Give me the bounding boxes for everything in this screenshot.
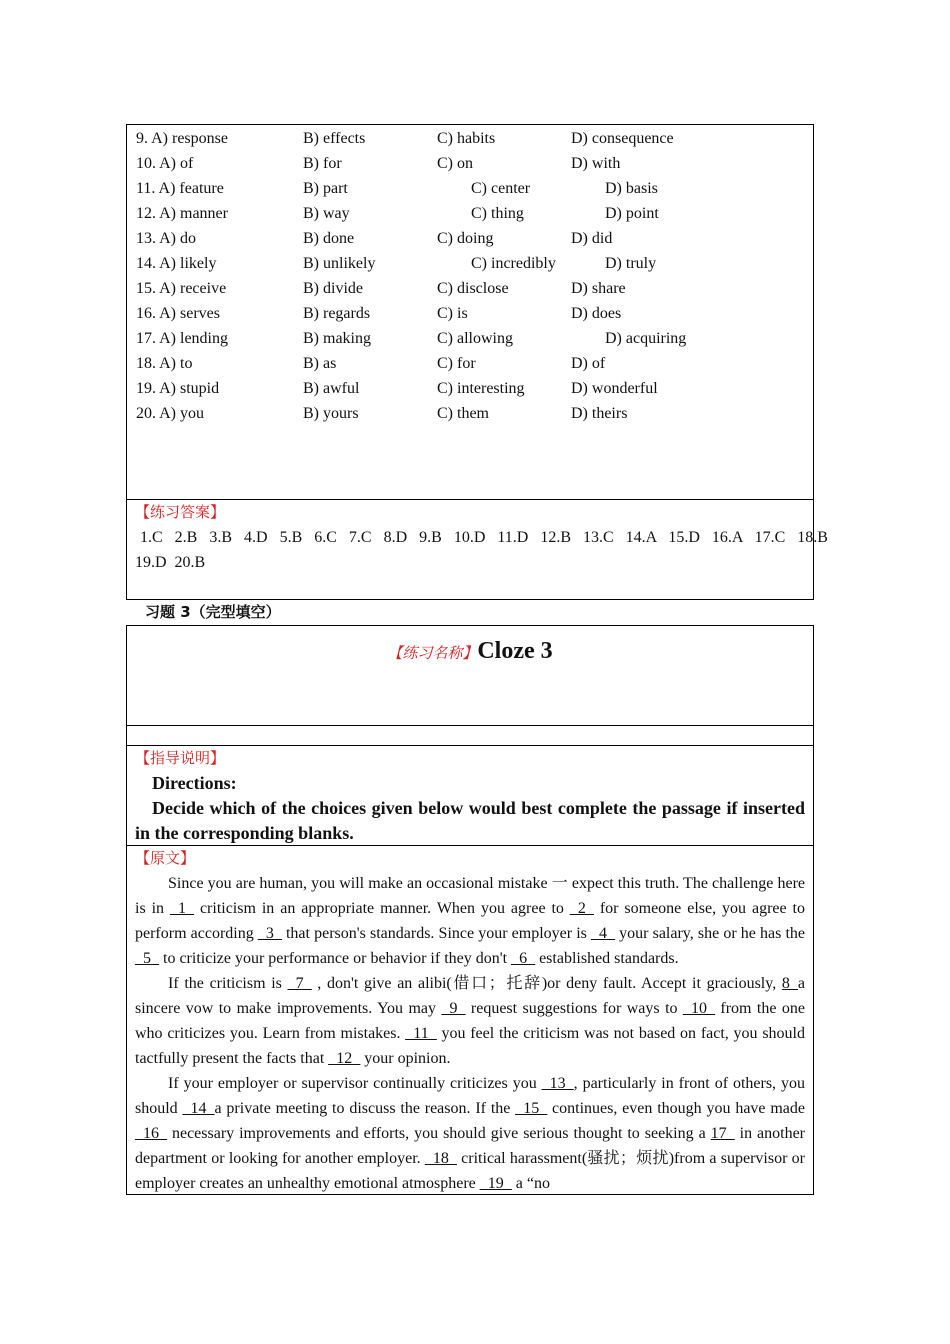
passage-text: you feel the criticism was not based on fact, you should tactfully present the facts that [135,1025,805,1067]
option-c: C) disclose [437,280,509,297]
section-label: 习题 3（完型填空） [145,603,281,621]
option-c: C) habits [437,130,496,147]
passage-paragraph-3 [127,1071,813,1195]
passage-text: a private meeting to discuss the reason. If the [214,1100,516,1117]
passage-text: If the criticism is [168,975,288,992]
blank-16: _16_ [135,1125,167,1142]
option-d: D) truly [605,255,657,272]
directions-box [126,745,814,846]
option-row [127,376,813,401]
option-d: D) point [605,205,659,222]
option-a: 11. A) feature [136,180,224,197]
directions-heading: Directions: [152,773,237,793]
options-box [126,124,814,500]
answers-line-1: 1.C 2.B 3.B 4.D 5.B 6.C 7.C 8.D 9.B 10.D 11.D 12.B 13.C 14.A 15.D 16.A 17.C 18.B [140,529,828,546]
option-row [127,326,813,351]
option-d: D) wonderful [571,380,658,397]
option-row [127,251,813,276]
option-c: C) on [437,155,473,172]
options-list [127,126,813,426]
answers-line-2: 19.D 20.B [135,554,206,571]
option-d: D) did [571,230,613,247]
option-c: C) doing [437,230,494,247]
option-row [127,276,813,301]
option-b: B) awful [303,380,360,397]
option-a: 17. A) lending [136,330,228,347]
passage-text: necessary improvements and efforts, you should give serious thought to seeking a [167,1125,711,1142]
option-a: 10. A) of [136,155,194,172]
option-b: B) done [303,230,355,247]
option-d: D) does [571,305,622,322]
passage-text: your salary, she or he has the [615,925,806,942]
blank-15: _15_ [515,1100,548,1117]
option-a: 16. A) serves [136,305,220,322]
passage-text: established standards. [535,950,679,967]
passage-text: , don't give an alibi(借口；托辞)or deny fault. Accept it graciously, [311,975,782,992]
option-row [127,226,813,251]
option-d: D) of [571,355,606,372]
blank-14: _14_ [182,1100,215,1117]
passage-text: continues, even though you have made [547,1100,805,1117]
option-d: D) acquiring [605,330,687,347]
option-row [127,301,813,326]
option-d: D) share [571,280,626,297]
exercise-name: Cloze 3 [477,638,553,664]
passage-paragraph-1 [127,871,813,971]
option-b: B) yours [303,405,359,422]
exercise-title [127,626,813,665]
blank-6: _6_ [511,950,536,967]
option-b: B) way [303,205,350,222]
passage-text: from the one who criticizes you. Learn from mistakes. [135,1000,806,1042]
directions-label: 【指导说明】 [135,749,226,767]
passage-text: in another department or looking for another employer. [135,1125,806,1167]
passage-text: a “no [511,1175,550,1192]
option-d: D) with [571,155,621,172]
option-b: B) regards [303,305,371,322]
option-b: B) for [303,155,342,172]
option-row [127,401,813,426]
option-c: C) allowing [437,330,513,347]
passage-label: 【原文】 [135,849,196,867]
blank-3: _3_ [257,925,282,942]
option-c: C) for [437,355,476,372]
blank-17: 17_ [710,1125,735,1142]
option-a: 14. A) likely [136,255,217,272]
option-b: B) effects [303,130,366,147]
answers-box [126,499,828,600]
blank-9: _9_ [441,1000,466,1017]
blank-2: _2_ [569,900,594,917]
blank-4: _4_ [591,925,616,942]
option-c: C) incredibly [471,255,556,272]
option-row [127,126,813,151]
directions-text: Decide which of the choices given below would best complete the passage if inserted in the corresponding blanks. [135,798,805,843]
option-d: D) theirs [571,405,628,422]
option-b: B) part [303,180,348,197]
blank-18: _18_ [424,1150,457,1167]
option-row [127,351,813,376]
passage-text: that person's standards. Since your employer is [281,925,592,942]
blank-8: 8_ [781,975,798,992]
option-a: 19. A) stupid [136,380,220,397]
blank-12: _12_ [328,1050,361,1067]
passage-text: , particularly in front of others, you should [135,1075,805,1117]
blank-11: _11_ [405,1025,437,1042]
passage-box [126,845,814,1195]
blank-5: _5_ [135,950,159,967]
exercise-title-box [126,625,814,726]
option-b: B) unlikely [303,255,376,272]
blank-10: _10_ [682,1000,715,1017]
passage-text: for someone else, you agree to perform according [135,900,806,942]
option-row [127,176,813,201]
option-a: 9. A) response [136,130,228,147]
answers-label: 【练习答案】 [135,503,226,521]
passage-text: criticism in an appropriate manner. When you agree to [194,900,570,917]
option-c: C) them [437,405,489,422]
passage-text: critical harassment(骚扰；烦扰)from a supervisor or employer creates an unhealthy emotional atmosphere [135,1150,805,1192]
option-a: 15. A) receive [136,280,227,297]
option-c: C) interesting [437,380,525,397]
option-row [127,201,813,226]
passage-text: request suggestions for ways to [465,1000,683,1017]
option-a: 20. A) you [136,405,204,422]
spacer-row [126,725,814,746]
option-c: C) thing [471,205,524,222]
option-d: D) consequence [571,130,674,147]
passage-paragraph-2 [127,971,813,1071]
blank-7: _7_ [287,975,312,992]
blank-1: _1_ [170,900,194,917]
option-c: C) is [437,305,468,322]
blank-19: _19_ [479,1175,512,1192]
option-c: C) center [471,180,531,197]
option-b: B) as [303,355,337,372]
passage-text: Since you are human, you will make an occasional mistake 一 expect this truth. The challenge here is in [135,875,805,917]
exercise-name-label: 【练习名称】 [387,644,478,662]
passage-text: to criticize your performance or behavior if they don't [159,950,512,967]
blank-13: _13_ [541,1075,574,1092]
option-b: B) making [303,330,371,347]
passage-text: a sincere vow to make improvements. You may [135,975,806,1017]
option-a: 12. A) manner [136,205,228,222]
option-a: 18. A) to [136,355,193,372]
option-d: D) basis [605,180,658,197]
passage-text: your opinion. [360,1050,451,1067]
option-row [127,151,813,176]
passage-text: If your employer or supervisor continually criticizes you [168,1075,542,1092]
option-b: B) divide [303,280,363,297]
option-a: 13. A) do [136,230,196,247]
